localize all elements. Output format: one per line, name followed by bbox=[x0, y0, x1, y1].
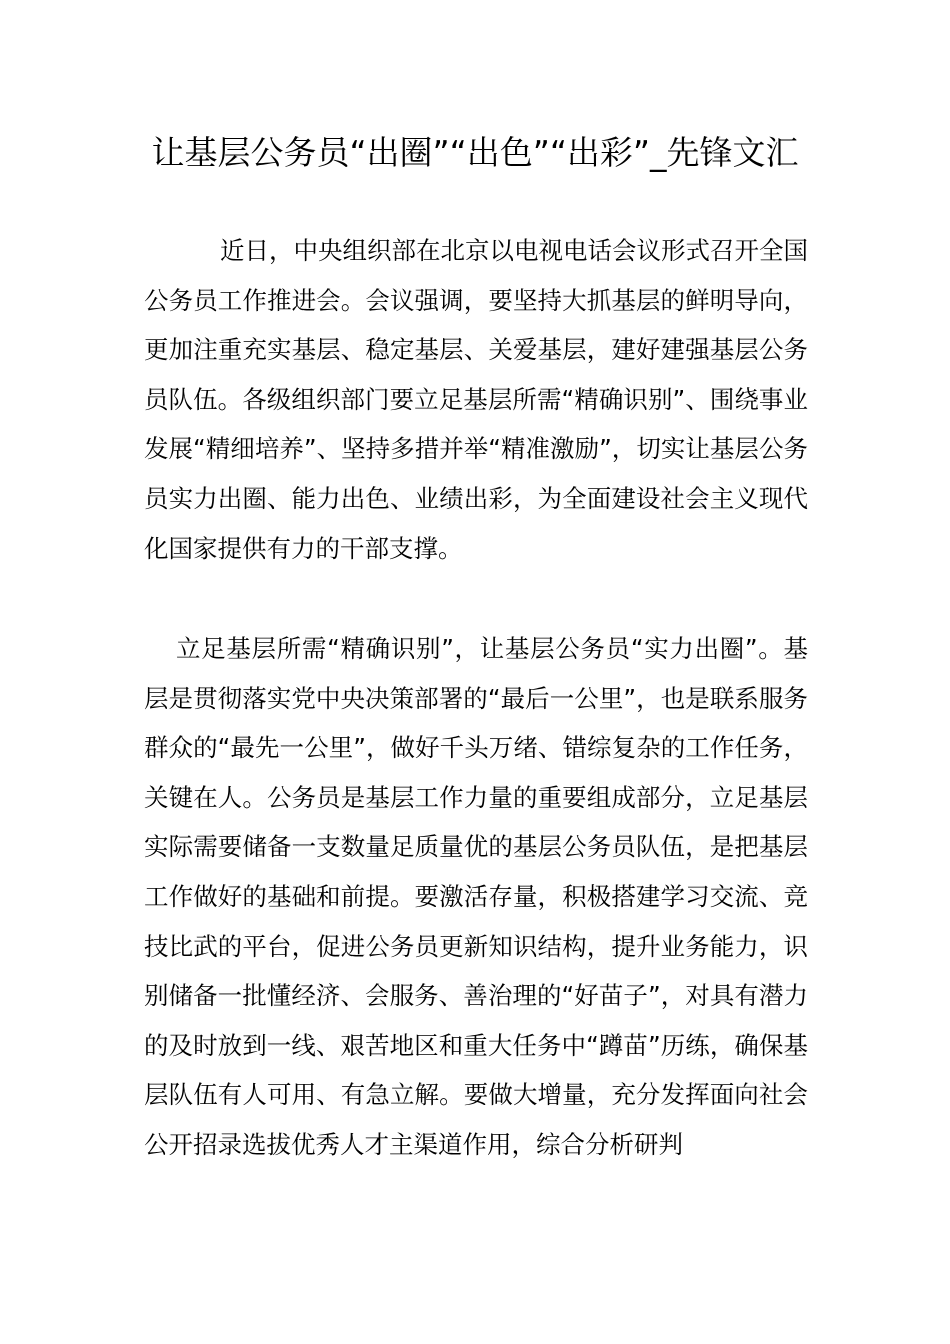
document-title: 让基层公务员“出圈”“出色”“出彩”_先锋文汇 bbox=[151, 133, 799, 172]
paragraph-2: 立足基层所需“精确识别”，让基层公务员“实力出圈”。基层是贯彻落实党中央决策部署的“最后一公里”，也是联系服务群众的“最先一公里”，做好千头万绪、错综复杂的工作任务，关键在人。公务员是基层工作力量的重要组成部分，立足基层实际需要储备一支数量足质量优的基层公务员队伍，是把基层工作做好的基础和前提。要激活存量，积极搭建学习交流、竞技比武的平台，促进公务员更新知识结构，提升业务能力，识别储备一批懂经济、会服务、善治理的“好苗子”，对具有潜力的及时放到一线、艰苦地区和重大任务中“蹲苗”历练，确保基层队伍有人可用、有急立解。要做大增量，充分发挥面向社会公开招录选拔优秀人才主渠道作用，综合分析研判 bbox=[144, 634, 808, 1159]
paragraph-1: 近日，中央组织部在北京以电视电话会议形式召开全国公务员工作推进会。会议强调，要坚持大抓基层的鲜明导向，更加注重充实基层、稳定基层、关爱基层，建好建强基层公务员队伍。各级组织部门要立足基层所需“精确识别”、围绕事业发展“精细培养”、坚持多措并举“精准激励”，切实让基层公务员实力出圈、能力出色、业绩出彩，为全面建设社会主义现代化国家提供有力的干部支撑。 bbox=[144, 236, 808, 563]
